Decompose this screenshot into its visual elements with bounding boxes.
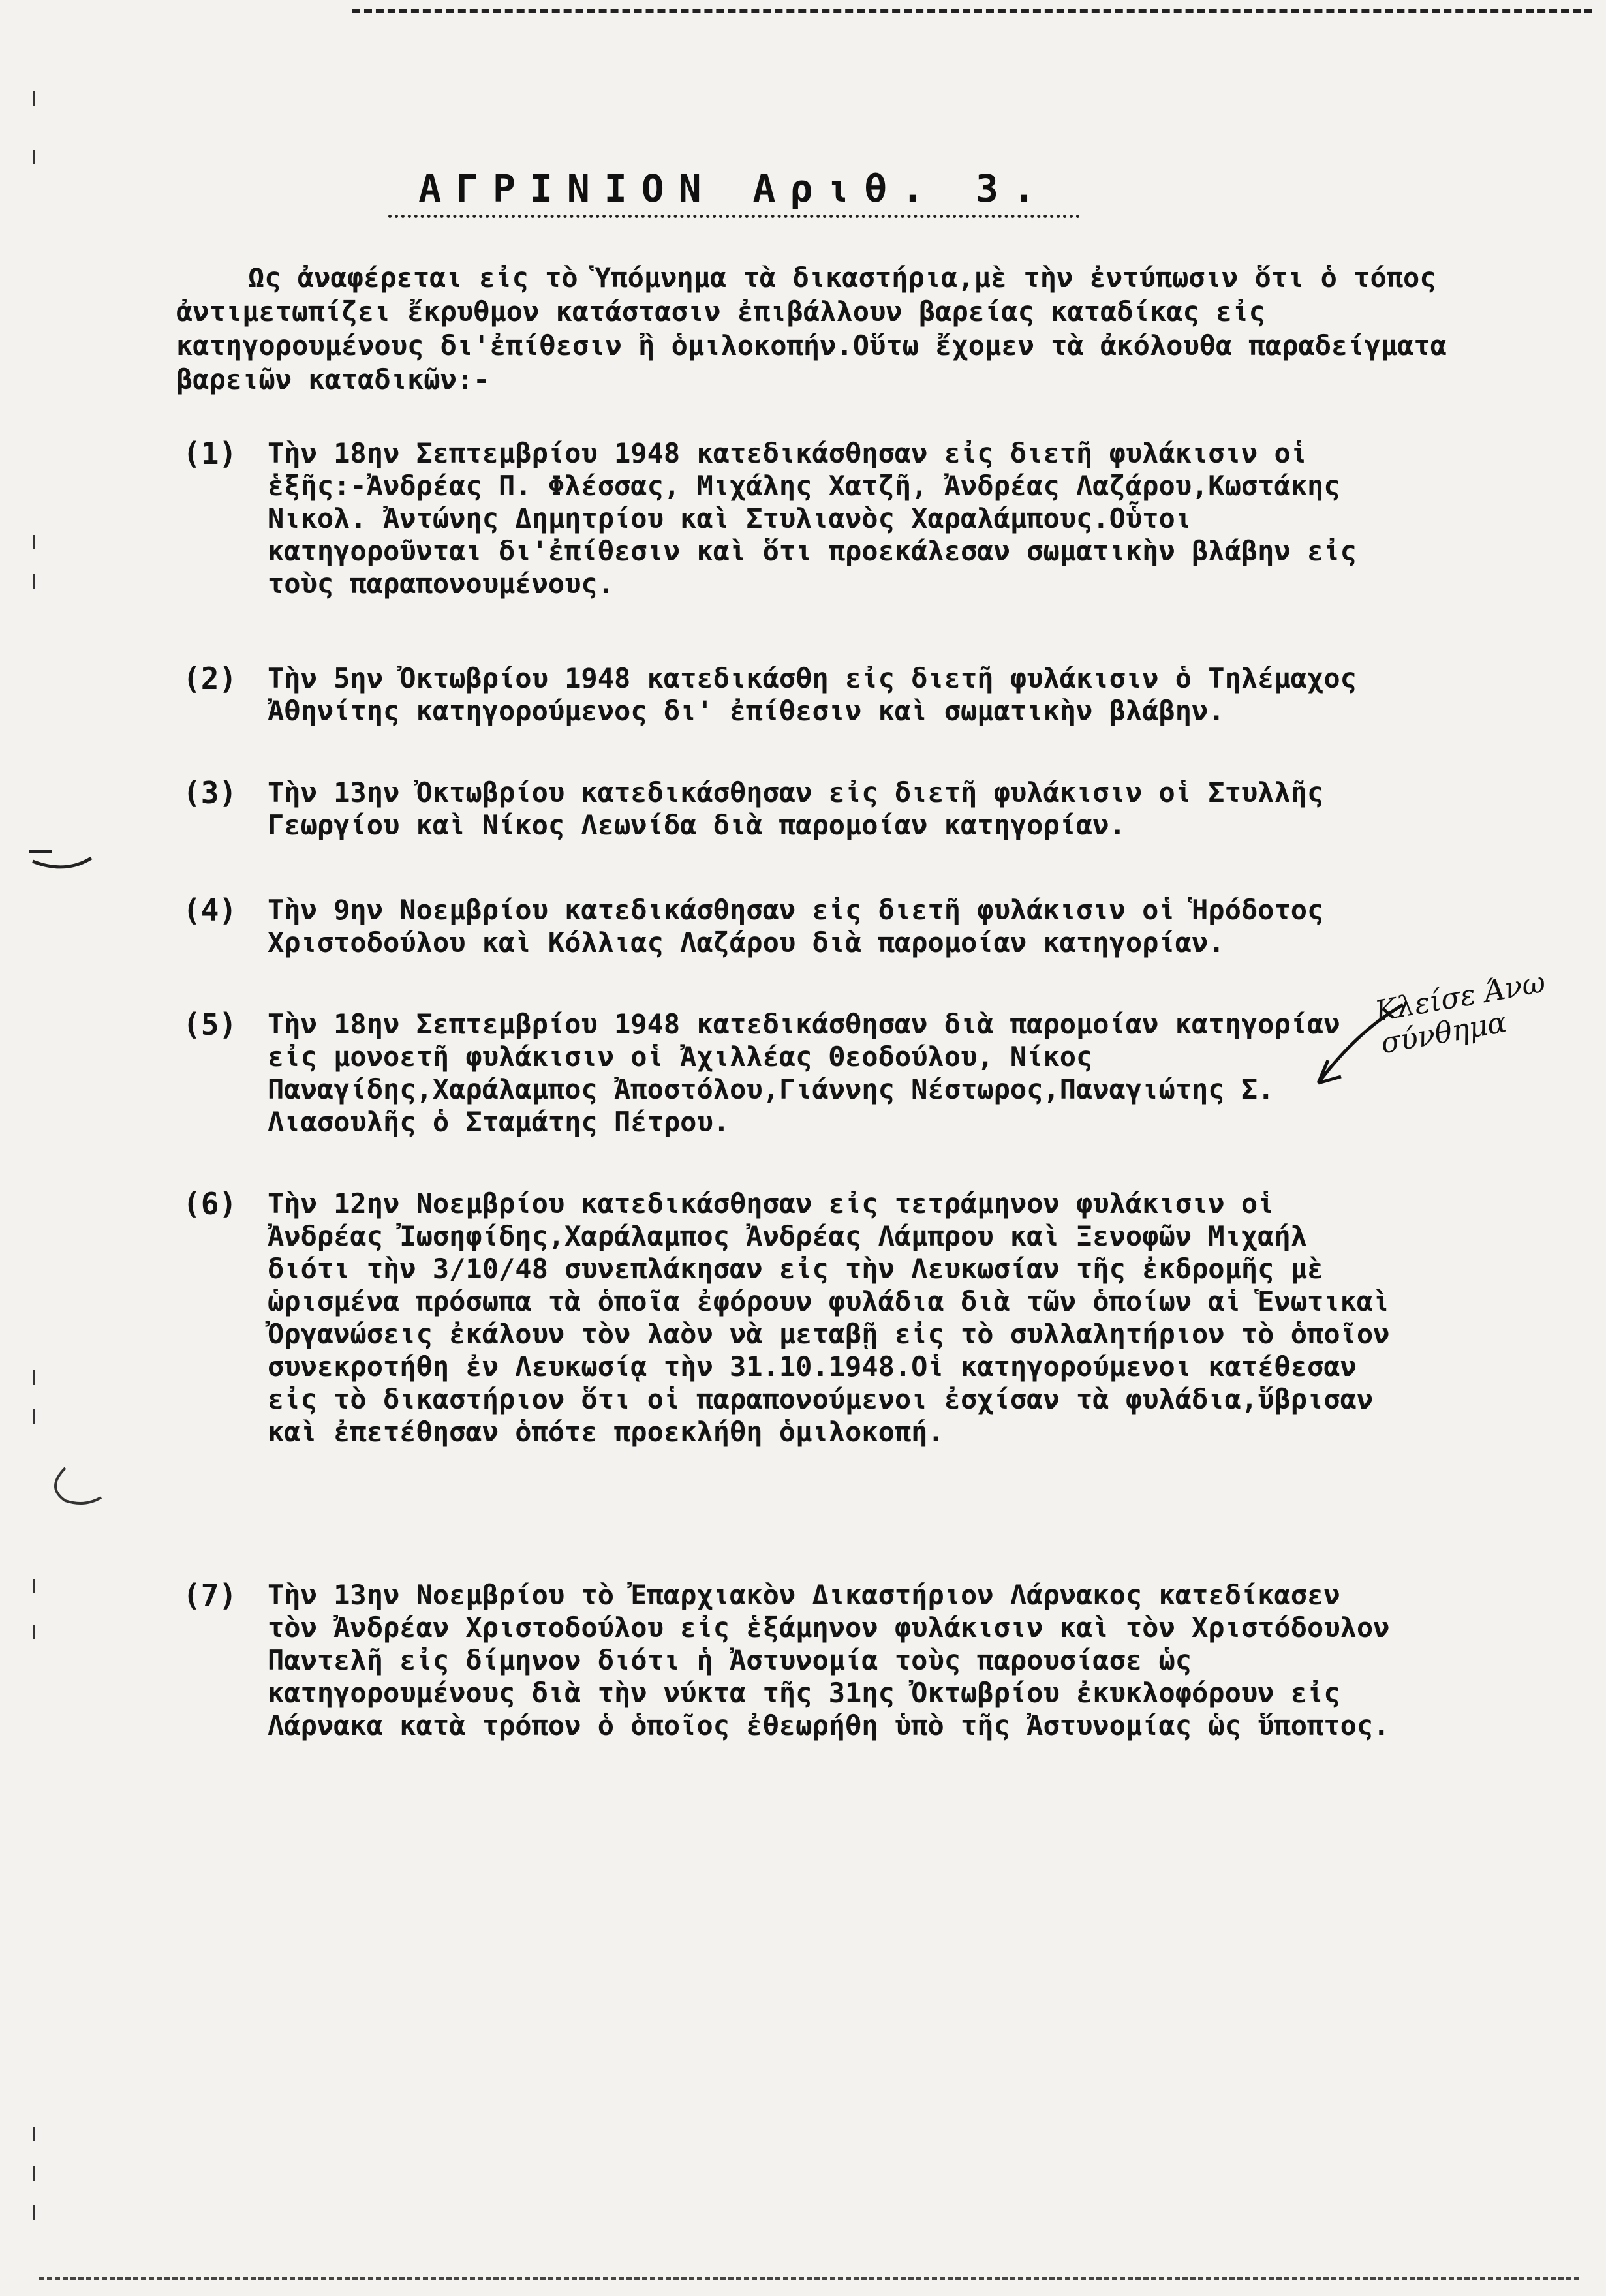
item-text: Τὴν 9ην Νοεμβρίου κατεδικάσθησαν εἰς διετῆ φυλάκισιν οἱ Ἡρόδοτος Χριστοδούλου καὶ Κόλλιας Λαζάρου διὰ παρομοίαν κατηγορίαν. [268,894,1324,958]
item-text: Τὴν 13ην Νοεμβρίου τὸ Ἐπαρχιακὸν Δικαστήριον Λάρνακος κατεδίκασεν τὸν Ἀνδρέαν Χριστοδούλου εἰς ἑξάμηνον φυλάκισιν καὶ τὸν Χριστόδουλον Παντελῆ εἰς δίμηνον διότι ἡ Ἀστυνομία τοὺς παρουσίασε ὡς κατηγορουμένους διὰ τὴν νύκτα τῆς 31ης Ὀκτωβρίου ἐκυκλοφόρουν εἰς Λάρνακα κατὰ τρόπον ὁ ὁποῖος ἐθεωρήθη ὑπὸ τῆς Ἀστυνομίας ὡς ὕποπτος. [268,1579,1390,1741]
item-number: (3) [183,775,238,810]
intro-paragraph: Ως ἀναφέρεται εἰς τὸ Ὑπόμνημα τὰ δικαστήρια,μὲ τὴν ἐντύπωσιν ὅτι ὁ τόπος ἀντιμετωπίζει ἔκρυθμον κατάστασιν ἐπιβάλλουν βαρείας καταδίκας εἰς κατηγορουμένους δι'ἐπίθεσιν ἢ ὁμιλοκοπήν.Οὕτω ἔχομεν τὰ ἀκόλουθα παραδείγματα βαρειῶν καταδικῶν:- [176,262,1447,395]
item-text: Τὴν 12ην Νοεμβρίου κατεδικάσθησαν εἰς τετράμηνον φυλάκισιν οἱ Ἀνδρέας Ἰωσηφίδης,Χαράλαμπος Ἀνδρέας Λάμπρου καὶ Ξενοφῶν Μιχαήλ διότι τὴν 3/10/48 συνεπλάκησαν εἰς τὴν Λευκωσίαν τῆς ἐκδρομῆς μὲ ὡρισμένα πρόσωπα τὰ ὁποῖα ἐφόρουν φυλάδια διὰ τῶν ὁποίων αἱ Ἑνωτικαὶ Ὀργανώσεις ἐκάλουν τὸν λαὸν νὰ μεταβῇ εἰς τὸ συλλαλητήριον τὸ ὁποῖον συνεκροτήθη ἐν Λευκωσίᾳ τὴν 31.10.1948.Οἱ κατηγορούμενοι κατέθεσαν εἰς τὸ δικαστήριον ὅτι οἱ παραπονούμενοι ἐσχίσαν τὰ φυλάδια,ὕβρισαν καὶ ἐπετέθησαν ὁπότε προεκλήθη ὁμιλοκοπή. [268,1187,1390,1448]
top-dashed-border [352,9,1592,13]
item-text: Τὴν 18ην Σεπτεμβρίου 1948 κατεδικάσθησαν εἰς διετῆ φυλάκισιν οἱ ἑξῆς:-Ἀνδρέας Π. Φλέσσας, Μιχάλης Χατζῆ, Ἀνδρέας Λαζάρου,Κωστάκης Νικολ. Ἀντώνης Δημητρίου καὶ Στυλιανὸς Χαραλάμπους.Οὗτοι κατηγοροῦνται δι'ἐπίθεσιν καὶ ὅτι προεκάλεσαν σωματικὴν βλάβην εἰς τοὺς παραπονουμένους. [268,437,1357,600]
left-bracket-mark [39,1462,111,1514]
list-item [183,775,1390,842]
item-text: Τὴν 18ην Σεπτεμβρίου 1948 κατεδικάσθησαν διὰ παρομοίαν κατηγορίαν εἰς μονοετῆ φυλάκισιν οἱ Ἀχιλλέας Θεοδούλου, Νίκος Παναγίδης,Χαράλαμπος Ἀποστόλου,Γιάννης Νέστωρος,Παναγιώτης Σ. Λιασουλῆς ὁ Σταμάτης Πέτρου. [268,1008,1340,1138]
item-text: Τὴν 13ην Ὀκτωβρίου κατεδικάσθησαν εἰς διετῆ φυλάκισιν οἱ Στυλλῆς Γεωργίου καὶ Νίκος Λεωνίδα διὰ παρομοίαν κατηγορίαν. [268,776,1324,841]
list-item [183,1186,1390,1448]
left-tick-mark [26,842,98,881]
title-underline [388,215,1080,218]
list-item [183,1578,1390,1742]
item-number: (7) [183,1578,238,1613]
bottom-dashed-border [39,2277,1579,2280]
handwritten-note: Κλείσε Άνω σύνθημα [1372,966,1548,1061]
item-number: (4) [183,893,238,928]
left-margin-marks [33,78,38,2231]
list-item [183,893,1390,959]
item-number: (6) [183,1186,238,1221]
item-text: Τὴν 5ην Ὀκτωβρίου 1948 κατεδικάσθη εἰς διετῆ φυλάκισιν ὁ Τηλέμαχος Ἀθηνίτης κατηγορούμενος δι' ἐπίθεσιν καὶ σωματικὴν βλάβην. [268,662,1357,727]
page-title: ΑΓΡΙΝΙΟΝ Αριθ. 3. [418,166,1050,211]
title-block [388,166,1080,218]
list-item [183,661,1390,727]
item-number: (1) [183,436,238,471]
list-item [183,1007,1390,1139]
item-number: (2) [183,661,238,696]
item-number: (5) [183,1007,238,1042]
list-item [183,436,1390,600]
